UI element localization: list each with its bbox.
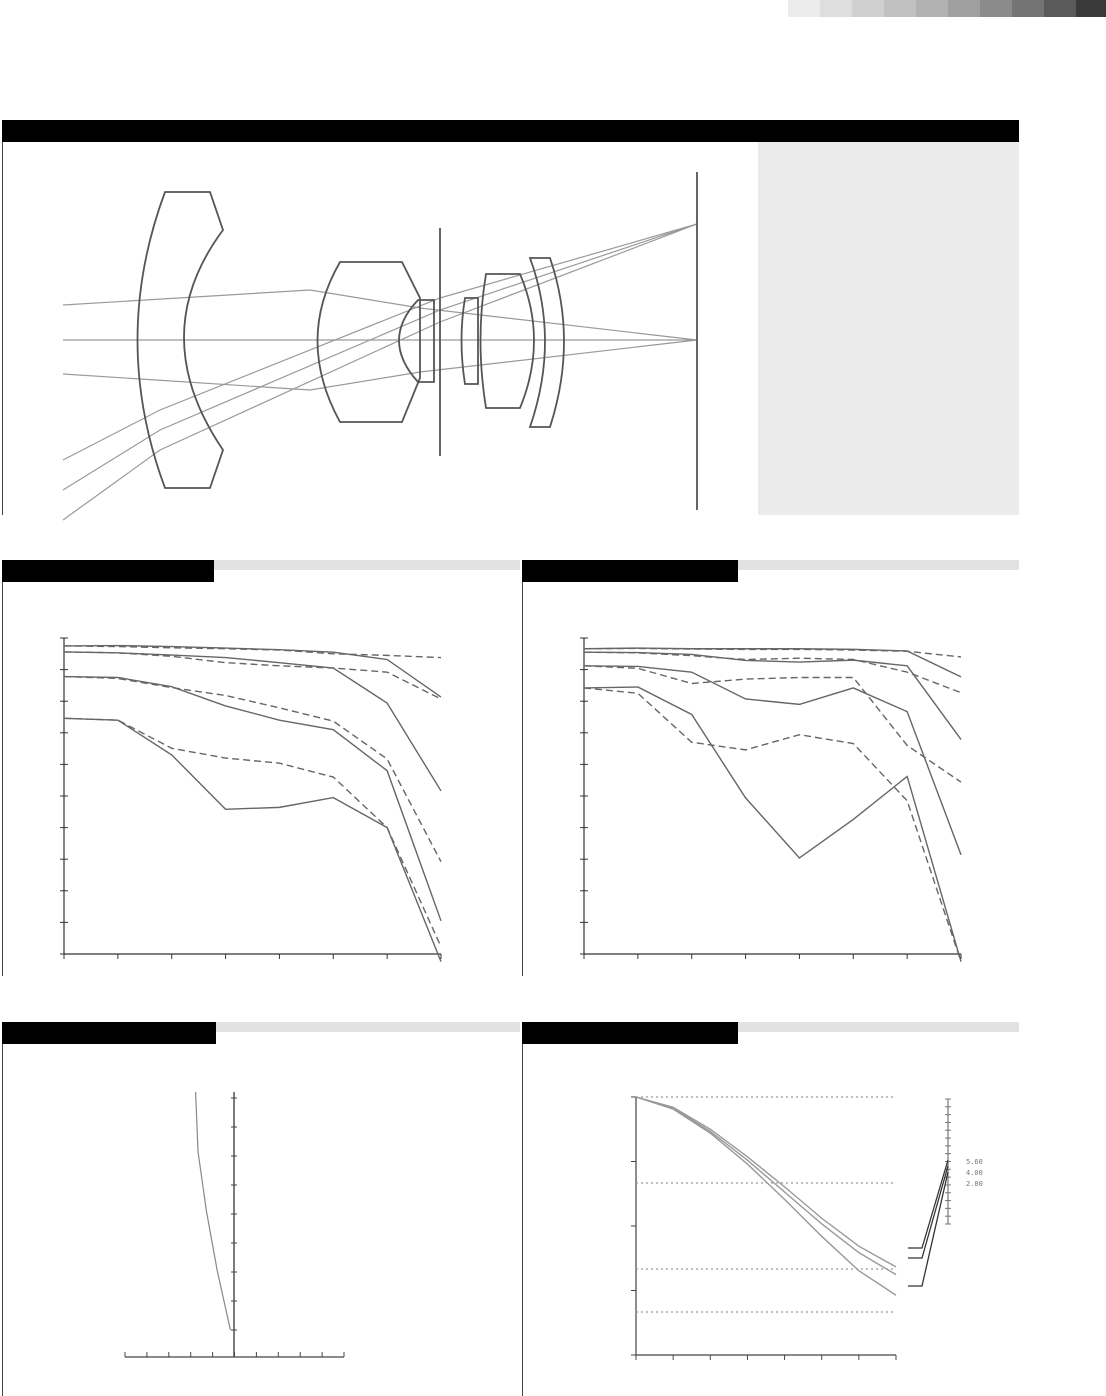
distortion-header-rule [216,1022,520,1032]
ray-offaxis-3 [63,224,697,520]
distortion-curve [196,1092,231,1330]
vignetting-header-rule [738,1022,1019,1032]
light-rays [63,224,697,520]
mtf-right-header-bar [522,560,738,582]
vignetting-legend-label: 5.60 [966,1158,983,1166]
ray-axial-bottom [63,340,697,390]
greyscale-swatch [820,0,852,17]
mtf-curve-dashed [64,718,441,946]
distortion-header-bar [2,1022,216,1044]
mtf-curve-solid [64,718,441,961]
mtf-curve-dashed [64,646,441,658]
vignetting-legend-label: 4.00 [966,1169,983,1177]
lens-element-6 [530,258,564,427]
greyscale-swatch [1044,0,1076,17]
lens-elements [138,172,698,510]
mtf-curve-solid [584,666,961,855]
vignetting-header-bar [522,1022,738,1044]
lens-section-header-bar [2,120,1019,142]
ray-axial-top [63,290,697,340]
greyscale-swatch [884,0,916,17]
ray-offaxis-2 [63,224,697,490]
distortion-chart [0,1044,520,1396]
greyscale-swatch [788,0,820,17]
greyscale-swatch [948,0,980,17]
mtf-curve-dashed [584,688,961,962]
greyscale-swatch [980,0,1012,17]
lens-element-2 [318,262,421,422]
mtf-left-header-bar [2,560,214,582]
greyscale-swatch [1012,0,1044,17]
ray-offaxis-1 [63,224,697,460]
vignetting-curve [636,1097,896,1275]
mtf-chart-left [0,582,520,982]
mtf-curve-dashed [584,666,961,782]
greyscale-swatch [916,0,948,17]
optical-layout-diagram [0,140,760,520]
lens-info-panel [758,142,1019,515]
greyscale-swatch [1076,0,1106,17]
vignetting-curve [636,1097,896,1295]
mtf-curve-solid [584,687,961,962]
mtf-curve-dashed [584,652,961,692]
mtf-chart-right [520,582,1040,982]
mtf-right-header-rule [738,560,1019,570]
mtf-left-header-rule [214,560,520,570]
greyscale-swatch [852,0,884,17]
mtf-curve-solid [64,677,441,921]
vignetting-chart [520,1044,1040,1396]
vignetting-legend-label: 2.80 [966,1180,983,1188]
